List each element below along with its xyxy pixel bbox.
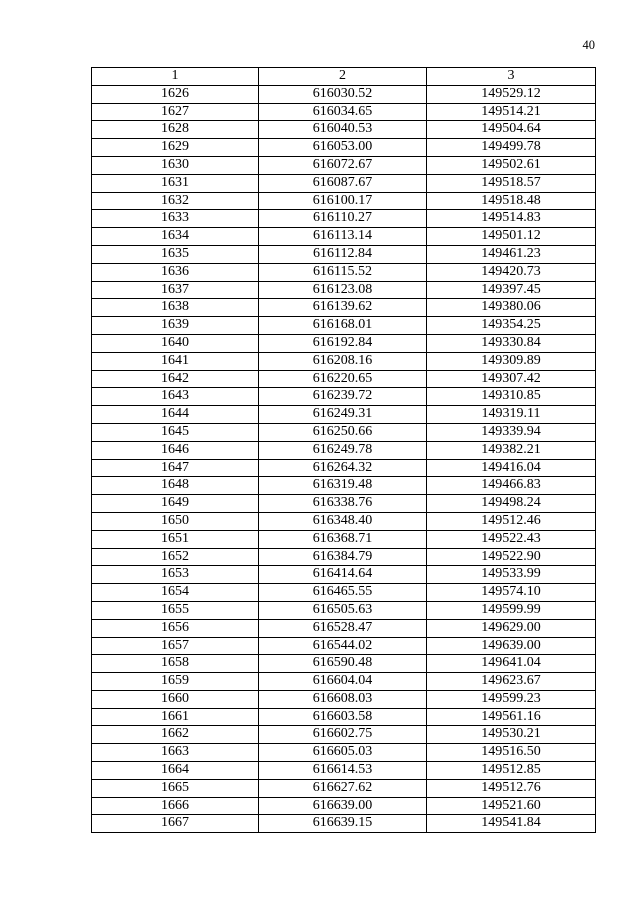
point-number-cell: 1648 xyxy=(92,477,259,495)
table-row xyxy=(92,495,596,513)
x-coordinate-cell: 616112.84 xyxy=(259,245,427,263)
y-coordinate-cell: 149309.89 xyxy=(427,352,596,370)
point-number-cell: 1640 xyxy=(92,334,259,352)
point-number-cell: 1631 xyxy=(92,174,259,192)
point-number-cell: 1660 xyxy=(92,690,259,708)
table-row xyxy=(92,441,596,459)
table-row xyxy=(92,530,596,548)
point-number-cell: 1647 xyxy=(92,459,259,477)
table-row xyxy=(92,815,596,833)
x-coordinate-cell: 616368.71 xyxy=(259,530,427,548)
x-coordinate-cell: 616639.15 xyxy=(259,815,427,833)
table-row xyxy=(92,263,596,281)
x-coordinate-cell: 616192.84 xyxy=(259,334,427,352)
table-row xyxy=(92,512,596,530)
point-number-cell: 1654 xyxy=(92,584,259,602)
y-coordinate-cell: 149518.48 xyxy=(427,192,596,210)
point-number-cell: 1637 xyxy=(92,281,259,299)
point-number-cell: 1658 xyxy=(92,655,259,673)
point-number-cell: 1635 xyxy=(92,245,259,263)
table-row xyxy=(92,637,596,655)
x-coordinate-cell: 616264.32 xyxy=(259,459,427,477)
y-coordinate-cell: 149499.78 xyxy=(427,139,596,157)
table-row xyxy=(92,690,596,708)
y-coordinate-cell: 149512.46 xyxy=(427,512,596,530)
y-coordinate-cell: 149516.50 xyxy=(427,744,596,762)
x-coordinate-cell: 616239.72 xyxy=(259,388,427,406)
y-coordinate-cell: 149319.11 xyxy=(427,406,596,424)
point-number-cell: 1653 xyxy=(92,566,259,584)
table-row xyxy=(92,655,596,673)
y-coordinate-cell: 149639.00 xyxy=(427,637,596,655)
x-coordinate-cell: 616608.03 xyxy=(259,690,427,708)
x-coordinate-cell: 616072.67 xyxy=(259,156,427,174)
x-coordinate-cell: 616614.53 xyxy=(259,762,427,780)
x-coordinate-cell: 616528.47 xyxy=(259,619,427,637)
x-coordinate-cell: 616414.64 xyxy=(259,566,427,584)
y-coordinate-cell: 149416.04 xyxy=(427,459,596,477)
table-row xyxy=(92,334,596,352)
table-row xyxy=(92,192,596,210)
y-coordinate-cell: 149466.83 xyxy=(427,477,596,495)
y-coordinate-cell: 149330.84 xyxy=(427,334,596,352)
point-number-cell: 1666 xyxy=(92,797,259,815)
y-coordinate-cell: 149533.99 xyxy=(427,566,596,584)
y-coordinate-cell: 149541.84 xyxy=(427,815,596,833)
y-coordinate-cell: 149623.67 xyxy=(427,673,596,691)
y-coordinate-cell: 149522.43 xyxy=(427,530,596,548)
x-coordinate-cell: 616053.00 xyxy=(259,139,427,157)
table-row xyxy=(92,370,596,388)
point-number-cell: 1642 xyxy=(92,370,259,388)
y-coordinate-cell: 149420.73 xyxy=(427,263,596,281)
table-row xyxy=(92,245,596,263)
x-coordinate-cell: 616605.03 xyxy=(259,744,427,762)
table-row xyxy=(92,352,596,370)
point-number-cell: 1650 xyxy=(92,512,259,530)
point-number-cell: 1626 xyxy=(92,85,259,103)
x-coordinate-cell: 616123.08 xyxy=(259,281,427,299)
y-coordinate-cell: 149504.64 xyxy=(427,121,596,139)
point-number-cell: 1649 xyxy=(92,495,259,513)
table-row xyxy=(92,584,596,602)
y-coordinate-cell: 149512.76 xyxy=(427,779,596,797)
y-coordinate-cell: 149599.99 xyxy=(427,601,596,619)
table-row xyxy=(92,281,596,299)
y-coordinate-cell: 149561.16 xyxy=(427,708,596,726)
y-coordinate-cell: 149521.60 xyxy=(427,797,596,815)
table-row xyxy=(92,228,596,246)
x-coordinate-cell: 616113.14 xyxy=(259,228,427,246)
y-coordinate-cell: 149498.24 xyxy=(427,495,596,513)
table-row xyxy=(92,477,596,495)
table-row xyxy=(92,601,596,619)
table-row xyxy=(92,299,596,317)
point-number-cell: 1664 xyxy=(92,762,259,780)
y-coordinate-cell: 149522.90 xyxy=(427,548,596,566)
point-number-cell: 1662 xyxy=(92,726,259,744)
point-number-cell: 1667 xyxy=(92,815,259,833)
x-coordinate-cell: 616627.62 xyxy=(259,779,427,797)
x-coordinate-cell: 616544.02 xyxy=(259,637,427,655)
x-coordinate-cell: 616348.40 xyxy=(259,512,427,530)
y-coordinate-cell: 149518.57 xyxy=(427,174,596,192)
y-coordinate-cell: 149530.21 xyxy=(427,726,596,744)
y-coordinate-cell: 149501.12 xyxy=(427,228,596,246)
y-coordinate-cell: 149574.10 xyxy=(427,584,596,602)
point-number-cell: 1645 xyxy=(92,423,259,441)
table-row xyxy=(92,673,596,691)
x-coordinate-cell: 616139.62 xyxy=(259,299,427,317)
table-row xyxy=(92,797,596,815)
table-row xyxy=(92,762,596,780)
table-row xyxy=(92,210,596,228)
point-number-cell: 1651 xyxy=(92,530,259,548)
x-coordinate-cell: 616602.75 xyxy=(259,726,427,744)
table-row xyxy=(92,406,596,424)
x-coordinate-cell: 616465.55 xyxy=(259,584,427,602)
point-number-cell: 1632 xyxy=(92,192,259,210)
point-number-cell: 1630 xyxy=(92,156,259,174)
page-number: 40 xyxy=(582,38,595,52)
x-coordinate-cell: 616087.67 xyxy=(259,174,427,192)
column-header: 1 xyxy=(92,68,259,86)
table-row xyxy=(92,779,596,797)
y-coordinate-cell: 149514.21 xyxy=(427,103,596,121)
y-coordinate-cell: 149339.94 xyxy=(427,423,596,441)
x-coordinate-cell: 616249.78 xyxy=(259,441,427,459)
table-row xyxy=(92,317,596,335)
x-coordinate-cell: 616110.27 xyxy=(259,210,427,228)
y-coordinate-cell: 149529.12 xyxy=(427,85,596,103)
x-coordinate-cell: 616220.65 xyxy=(259,370,427,388)
column-header: 2 xyxy=(259,68,427,86)
table-row xyxy=(92,388,596,406)
point-number-cell: 1643 xyxy=(92,388,259,406)
table-row xyxy=(92,156,596,174)
y-coordinate-cell: 149380.06 xyxy=(427,299,596,317)
x-coordinate-cell: 616639.00 xyxy=(259,797,427,815)
point-number-cell: 1627 xyxy=(92,103,259,121)
point-number-cell: 1633 xyxy=(92,210,259,228)
x-coordinate-cell: 616168.01 xyxy=(259,317,427,335)
x-coordinate-cell: 616604.04 xyxy=(259,673,427,691)
y-coordinate-cell: 149461.23 xyxy=(427,245,596,263)
point-number-cell: 1663 xyxy=(92,744,259,762)
table-row xyxy=(92,103,596,121)
y-coordinate-cell: 149641.04 xyxy=(427,655,596,673)
x-coordinate-cell: 616030.52 xyxy=(259,85,427,103)
point-number-cell: 1634 xyxy=(92,228,259,246)
x-coordinate-cell: 616603.58 xyxy=(259,708,427,726)
table-row xyxy=(92,566,596,584)
table-row xyxy=(92,619,596,637)
point-number-cell: 1644 xyxy=(92,406,259,424)
point-number-cell: 1665 xyxy=(92,779,259,797)
point-number-cell: 1652 xyxy=(92,548,259,566)
x-coordinate-cell: 616384.79 xyxy=(259,548,427,566)
x-coordinate-cell: 616249.31 xyxy=(259,406,427,424)
y-coordinate-cell: 149307.42 xyxy=(427,370,596,388)
point-number-cell: 1646 xyxy=(92,441,259,459)
y-coordinate-cell: 149599.23 xyxy=(427,690,596,708)
point-number-cell: 1657 xyxy=(92,637,259,655)
table-row xyxy=(92,744,596,762)
x-coordinate-cell: 616208.16 xyxy=(259,352,427,370)
x-coordinate-cell: 616040.53 xyxy=(259,121,427,139)
x-coordinate-cell: 616034.65 xyxy=(259,103,427,121)
point-number-cell: 1629 xyxy=(92,139,259,157)
x-coordinate-cell: 616250.66 xyxy=(259,423,427,441)
point-number-cell: 1641 xyxy=(92,352,259,370)
point-number-cell: 1659 xyxy=(92,673,259,691)
table-row xyxy=(92,726,596,744)
y-coordinate-cell: 149502.61 xyxy=(427,156,596,174)
y-coordinate-cell: 149629.00 xyxy=(427,619,596,637)
y-coordinate-cell: 149310.85 xyxy=(427,388,596,406)
table-row xyxy=(92,139,596,157)
table-row xyxy=(92,423,596,441)
point-number-cell: 1639 xyxy=(92,317,259,335)
point-number-cell: 1661 xyxy=(92,708,259,726)
y-coordinate-cell: 149354.25 xyxy=(427,317,596,335)
point-number-cell: 1636 xyxy=(92,263,259,281)
table-body xyxy=(92,85,596,832)
x-coordinate-cell: 616115.52 xyxy=(259,263,427,281)
y-coordinate-cell: 149382.21 xyxy=(427,441,596,459)
y-coordinate-cell: 149512.85 xyxy=(427,762,596,780)
point-number-cell: 1655 xyxy=(92,601,259,619)
table-row xyxy=(92,85,596,103)
column-header: 3 xyxy=(427,68,596,86)
x-coordinate-cell: 616319.48 xyxy=(259,477,427,495)
table-row xyxy=(92,708,596,726)
table-row xyxy=(92,121,596,139)
table-row xyxy=(92,459,596,477)
x-coordinate-cell: 616100.17 xyxy=(259,192,427,210)
x-coordinate-cell: 616505.63 xyxy=(259,601,427,619)
x-coordinate-cell: 616338.76 xyxy=(259,495,427,513)
y-coordinate-cell: 149397.45 xyxy=(427,281,596,299)
point-number-cell: 1656 xyxy=(92,619,259,637)
point-number-cell: 1638 xyxy=(92,299,259,317)
x-coordinate-cell: 616590.48 xyxy=(259,655,427,673)
coordinates-table xyxy=(91,67,596,833)
table-row xyxy=(92,174,596,192)
table-row xyxy=(92,548,596,566)
y-coordinate-cell: 149514.83 xyxy=(427,210,596,228)
table-header-row xyxy=(92,68,596,86)
point-number-cell: 1628 xyxy=(92,121,259,139)
